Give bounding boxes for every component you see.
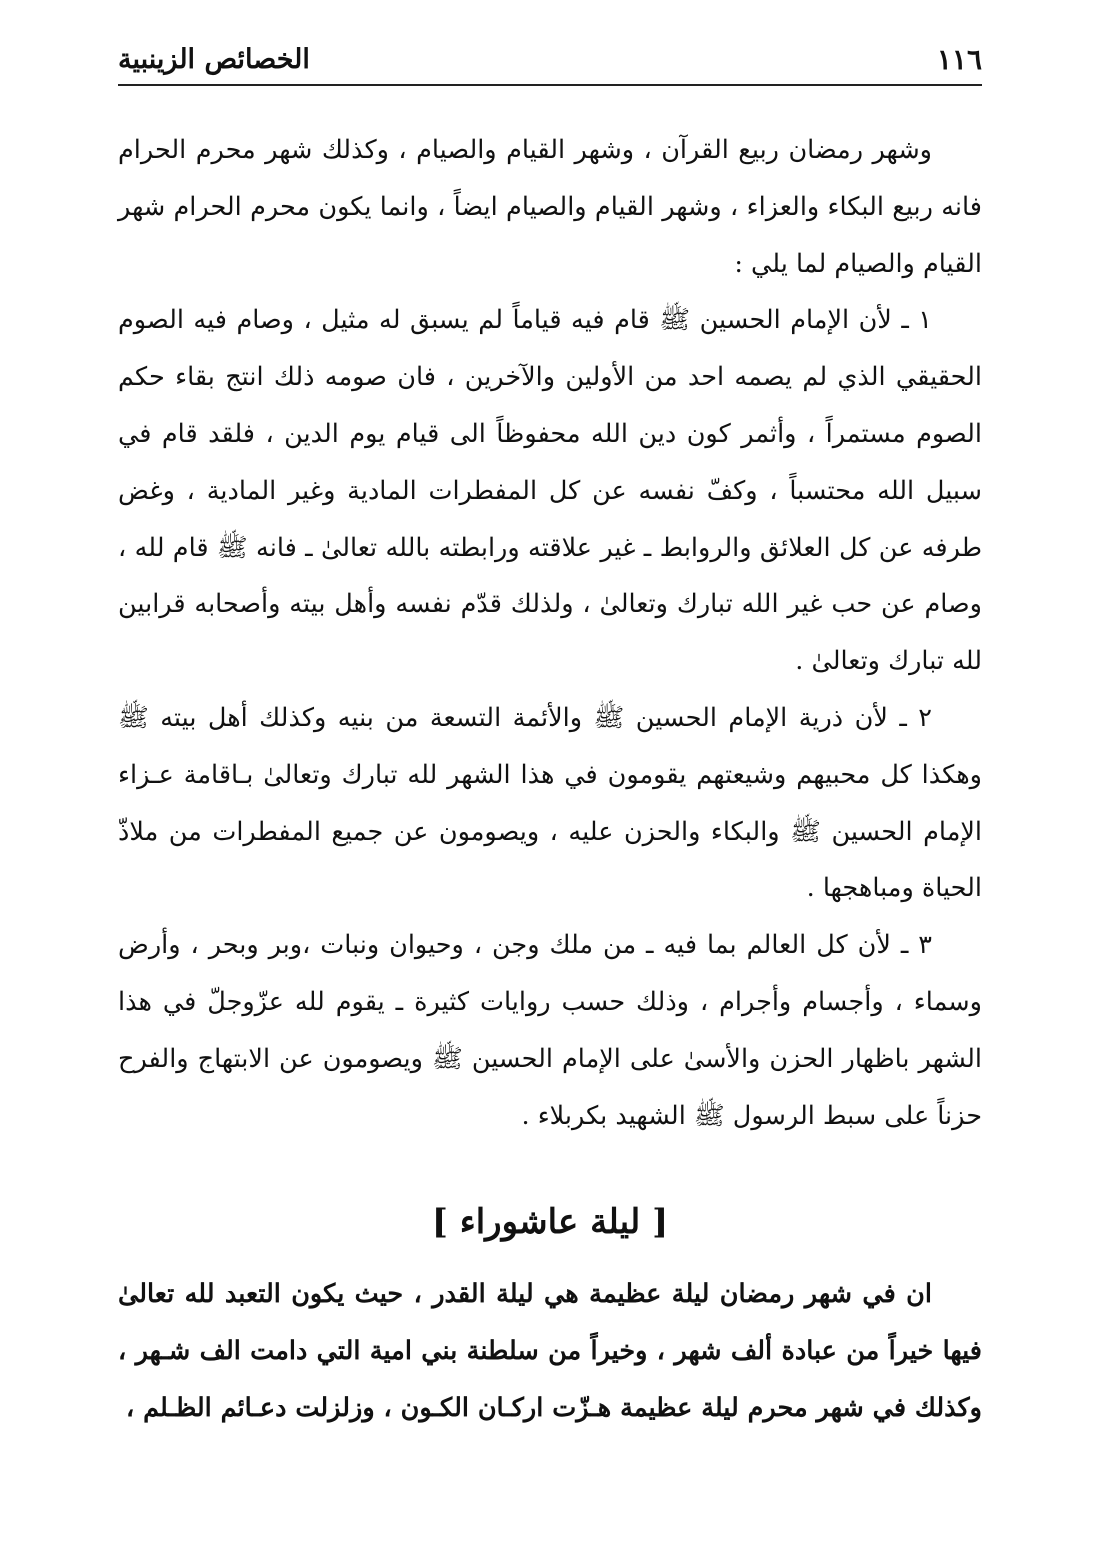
header-divider <box>118 84 982 86</box>
paragraph-point-1: ١ ـ لأن الإمام الحسين ﷺ قام فيه قياماً لم يسبق له مثيل ، وصام فيه الصوم الحقيقي الذي لم يصمه احد من الأولين والآخرين ، فان صومه ذلك انتج بقاء حكم الصوم مستمراً ، وأثمر كون دين الله محفوظاً الى قيام يوم الدين ، فلقد قام في سبيل الله محتسباً ، وكفّ نفسه عن كل المفطرات المادية وغير المادية ، وغض طرفه عن كل العلائق والروابط ـ غير علاقته ورابطته بالله تعالىٰ ـ فانه ﷺ قام لله ، وصام عن حب غير الله تبارك وتعالىٰ ، ولذلك قدّم نفسه وأهل بيته وأصحابه قرابين لله تبارك وتعالىٰ . <box>118 305 982 677</box>
paragraph-point-3: ٣ ـ لأن كل العالم بما فيه ـ من ملك وجن ، وحيوان ونبات ،وبر وبحر ، وأرض وسماء ، وأجسام وأجرام ، وذلك حسب روايات كثيرة ـ يقوم لله عزّوجلّ في هذا الشهر باظهار الحزن والأسىٰ على الإمام الحسين ﷺ ويصومون عن الابتهاج والفرح حزناً على سبط الرسول ﷺ الشهيد بكربلاء . <box>118 930 982 1131</box>
page-number: ١١٦ <box>936 43 982 76</box>
book-title: الخصائص الزينبية <box>118 44 310 75</box>
section-paragraph: ان في شهر رمضان ليلة عظيمة هي ليلة القدر ، حيث يكون التعبد لله تعالىٰ فيها خيراً من عبادة ألف شهر ، وخيراً من سلطنة بني امية التي دامت الف شـهر ، وكذلك في شهر محرم ليلة عظيمة هـزّت اركـان الكـون ، وزلزلت دعـائم الظـلم ، <box>118 1279 982 1423</box>
page-header <box>118 40 982 84</box>
main-text <box>118 122 982 1144</box>
paragraph-intro: وشهر رمضان ربيع القرآن ، وشهر القيام والصيام ، وكذلك شهر محرم الحرام فانه ربيع البكاء والعزاء ، وشهر القيام والصيام ايضاً ، وانما يكون محرم الحرام شهر القيام والصيام لما يلي : <box>118 135 982 279</box>
paragraph-point-2: ٢ ـ لأن ذرية الإمام الحسين ﷺ والأئمة التسعة من بنيه وكذلك أهل بيته ﷺ وهكذا كل محبيهم وشيعتهم يقومون في هذا الشهر لله تبارك وتعالىٰ بـاقامة عـزاء الإمام الحسين ﷺ والبكاء والحزن عليه ، ويصومون عن جميع المفطرات من ملاذّ الحياة ومباهجها . <box>118 702 982 904</box>
section-text <box>118 1266 982 1436</box>
section-heading: [ ليلة عاشوراء ] <box>431 1202 669 1242</box>
